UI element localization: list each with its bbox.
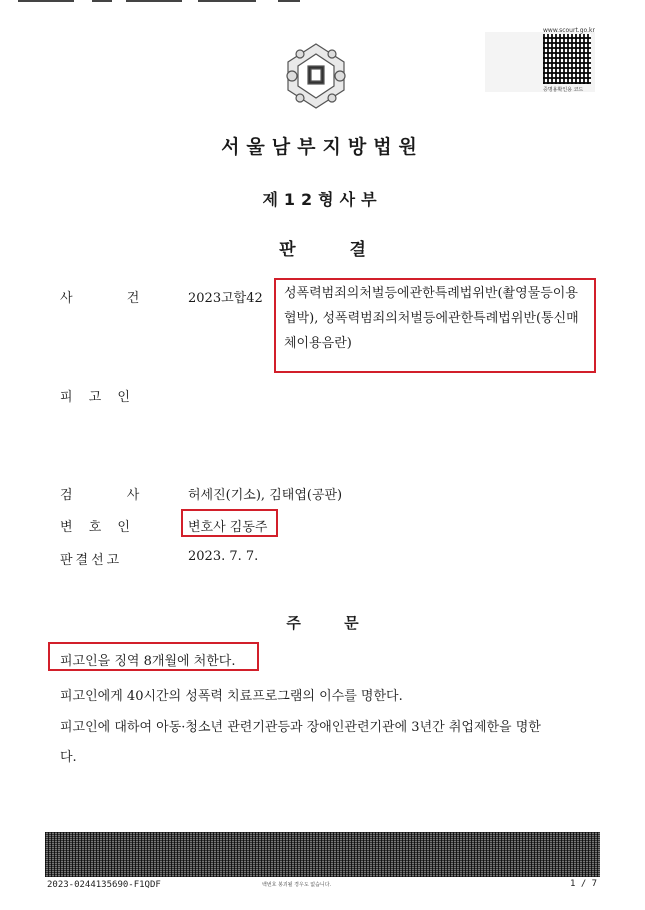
case-number: 2023고합42 [188, 291, 263, 306]
division-name: 제12형사부 [262, 190, 383, 209]
prosecutor-value: 허세진(기소), 김태엽(공판) [188, 488, 343, 503]
scan-mark [126, 0, 182, 2]
court-name: 서울남부지방법원 [221, 136, 424, 158]
document-barcode [45, 832, 600, 877]
employment-order-line1: 피고인에 대하여 아동·청소년 관련기관등과 장애인관련기관에 3년간 취업제한을 명한 [60, 720, 541, 735]
lawyer-label: 변 호 인 [60, 520, 130, 535]
page-number: 1 / 7 [570, 879, 598, 889]
footer-note: 백번호 봉괴될 경우도 없습니다. [262, 882, 332, 888]
scan-mark [198, 0, 256, 2]
verdict-date-label: 판결선고 [60, 553, 123, 568]
prosecutor-label: 검 사 [60, 488, 140, 503]
main-text-title: 주 문 [286, 614, 359, 632]
lawyer-highlight-box [181, 509, 278, 537]
scan-mark [18, 0, 74, 2]
scan-mark [278, 0, 300, 2]
sentence-highlight-box [48, 642, 259, 671]
case-name: 성폭력범죄의처벌등에관한특례법위반(촬영물등이용협박), 성폭력범죄의처벌등에관한특례법위반(통신매체이용음란) [284, 286, 579, 351]
qr-code [543, 34, 591, 84]
employment-order-line2: 다. [60, 750, 77, 765]
verdict-date-value: 2023. 7. 7. [188, 549, 259, 564]
qr-url: www.scourt.go.kr [543, 27, 595, 34]
document-type: 판 결 [279, 240, 366, 260]
scan-mark [92, 0, 112, 2]
case-name-highlight-box [274, 278, 596, 373]
program-order-text: 피고인에게 40시간의 성폭력 치료프로그램의 이수를 명한다. [60, 689, 403, 704]
court-seal-icon [280, 40, 352, 112]
case-label: 사 건 [60, 291, 140, 306]
defendant-label: 피 고 인 [60, 390, 130, 405]
sentence-text: 피고인을 징역 8개월에 처한다. [60, 654, 236, 669]
lawyer-value: 변호사 김동주 [188, 520, 268, 535]
qr-caption: 증명용확인용 코드 [543, 87, 584, 93]
document-id: 2023-0244135690-F1QDF [47, 880, 161, 890]
